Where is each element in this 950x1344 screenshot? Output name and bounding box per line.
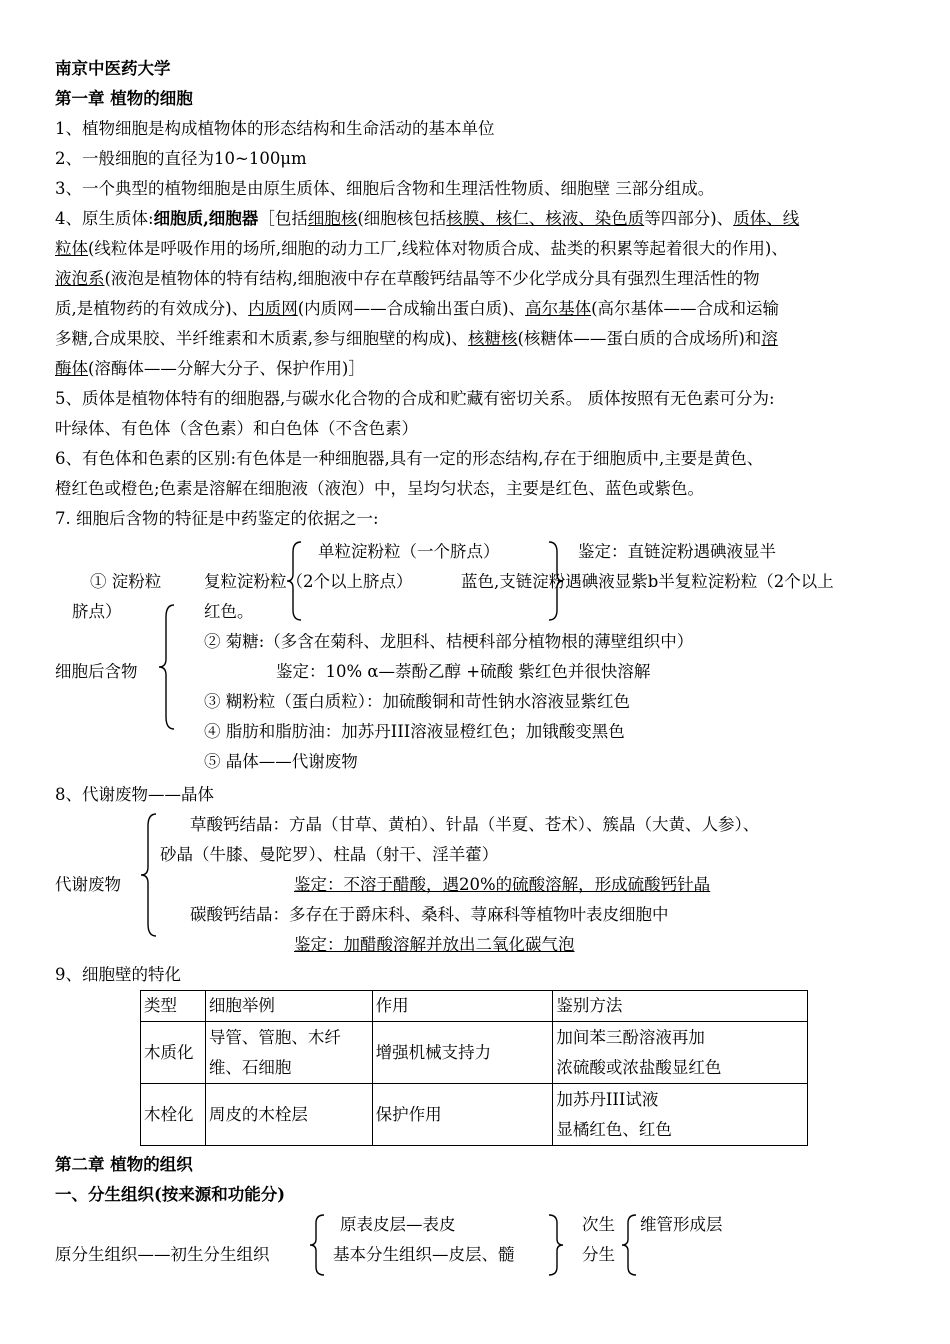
meristem-c: 基本分生组织—皮层、髓 <box>333 1245 515 1264</box>
meristem-f: 维管形成层 <box>640 1215 723 1234</box>
table-header-row <box>141 991 808 1022</box>
meristem-right-brace-icon <box>545 1213 565 1277</box>
starch-test-2: 蓝色,支链淀粉遇碘液显紫b半复粒淀粉粒（2个以上 <box>461 572 834 591</box>
item-4-line-3: 液泡系(液泡是植物体的特有结构,细胞液中存在草酸钙结晶等不少化学成分具有强烈生理活性的物 <box>55 269 760 288</box>
wall-title: 9、细胞壁的特化 <box>55 965 181 984</box>
table-header: 类型 <box>141 991 206 1022</box>
waste-label: 代谢废物 <box>55 875 121 894</box>
item-4-line-1: 4、原生质体:细胞质,细胞器［包括细胞核(细胞核包括核膜、核仁、核液、染色质等四部分)、质体、线 <box>55 209 800 228</box>
waste-brace-icon <box>138 812 160 938</box>
starch-left-brace-icon <box>285 540 305 622</box>
oxalate-test: 鉴定：不溶于醋酸，遇20%的硫酸溶解，形成硫酸钙针晶 <box>294 875 711 894</box>
item-4-line-5: 多糖,合成果胶、半纤维素和木质素,参与细胞壁的构成)、核糖核(核糖体——蛋白质的合成场所)和溶 <box>55 329 778 348</box>
calcium-oxalate: 草酸钙结晶：方晶（甘草、黄柏）、针晶（半夏、苍术）、簇晶（大黄、人参）、 <box>190 815 760 834</box>
table-header: 鉴别方法 <box>553 991 808 1022</box>
table-cell: 周皮的木栓层 <box>205 1084 372 1146</box>
carbonate-test: 鉴定：加醋酸溶解并放出二氧化碳气泡 <box>294 935 575 954</box>
starch-test-1: 鉴定：直链淀粉遇碘液显半 <box>578 542 776 561</box>
table-header: 作用 <box>372 991 553 1022</box>
cell-wall-table <box>140 990 808 1146</box>
chapter-1-title: 第一章 植物的细胞 <box>55 89 193 108</box>
meristem-secondary-brace-icon <box>620 1213 640 1277</box>
inulin: ② 菊糖:（多含在菊科、龙胆科、桔梗科部分植物根的薄壁组织中） <box>204 632 694 651</box>
inulin-test: 鉴定：10% α—萘酚乙醇 +硫酸 紫红色并很快溶解 <box>276 662 651 681</box>
table-cell: 导管、管胞、木纤 维、石细胞 <box>205 1022 372 1084</box>
table-cell: 木质化 <box>141 1022 206 1084</box>
starch-label: ① 淀粉粒 <box>90 572 162 591</box>
meristem-left-brace-icon <box>308 1213 328 1277</box>
table-cell: 保护作用 <box>372 1084 553 1146</box>
item-6-line-1: 6、有色体和色素的区别:有色体是一种细胞器,具有一定的形态结构,存在于细胞质中,主要是黄色、 <box>55 449 764 468</box>
item-3: 3、一个典型的植物细胞是由原生质体、细胞后含物和生理活性物质、细胞壁 三部分组成。 <box>55 179 715 198</box>
table-cell: 加间苯三酚溶液再加 浓硫酸或浓盐酸显红色 <box>553 1022 808 1084</box>
calcium-carbonate: 碳酸钙结晶：多存在于爵床科、桑科、荨麻科等植物叶表皮细胞中 <box>190 905 669 924</box>
item-2: 2、一般细胞的直径为10~100μm <box>55 149 307 168</box>
aleurone: ③ 糊粉粒（蛋白质粒）：加硫酸铜和苛性钠水溶液显紫红色 <box>204 692 630 711</box>
fat: ④ 脂肪和脂肪油：加苏丹III溶液显橙红色；加锇酸变黑色 <box>204 722 625 741</box>
meristem-a: 原表皮层—表皮 <box>340 1215 456 1234</box>
school-name: 南京中医药大学 <box>55 59 171 78</box>
single-starch: 单粒淀粉粒（一个脐点） <box>318 542 500 561</box>
item-4-line-2: 粒体(线粒体是呼吸作用的场所,细胞的动力工厂,线粒体对物质合成、盐类的积累等起着很大的作用)、 <box>55 239 788 258</box>
ergastic-label: 细胞后含物 <box>55 662 138 681</box>
item-7: 7. 细胞后含物的特征是中药鉴定的依据之一: <box>55 509 379 528</box>
crystal: ⑤ 晶体——代谢废物 <box>204 752 358 771</box>
meristem-b: 原分生组织——初生分生组织 <box>55 1245 270 1264</box>
table-cell: 加苏丹III试液 显橘红色、红色 <box>553 1084 808 1146</box>
table-header: 细胞举例 <box>205 991 372 1022</box>
section-1-title: 一、分生组织(按来源和功能分) <box>55 1185 286 1204</box>
item-5-line-1: 5、质体是植物体特有的细胞器,与碳水化合物的合成和贮藏有密切关系。 质体按照有无色素可分为: <box>55 389 775 408</box>
table-cell: 木栓化 <box>141 1084 206 1146</box>
table-row <box>141 1022 808 1084</box>
meristem-d: 次生 <box>582 1215 615 1234</box>
item-6-line-2: 橙红色或橙色;色素是溶解在细胞液（液泡）中，呈均匀状态，主要是红色、蓝色或紫色。 <box>55 479 705 498</box>
sand-crystal: 砂晶（牛膝、曼陀罗）、柱晶（射干、淫羊藿） <box>160 845 499 864</box>
starch-right-brace-icon <box>545 540 565 622</box>
table-cell: 增强机械支持力 <box>372 1022 553 1084</box>
item-4-line-6: 酶体(溶酶体——分解大分子、保护作用)］ <box>55 359 365 378</box>
starch-navel: 脐点） <box>72 602 122 621</box>
chapter-2-title: 第二章 植物的组织 <box>55 1155 193 1174</box>
ergastic-brace-icon <box>156 603 178 731</box>
waste-title: 8、代谢废物——晶体 <box>55 785 214 804</box>
starch-red: 红色。 <box>204 602 254 621</box>
table-row <box>141 1084 808 1146</box>
compound-starch: 复粒淀粉粒（2个以上脐点） <box>204 572 413 591</box>
meristem-e: 分生 <box>582 1245 615 1264</box>
item-5-line-2: 叶绿体、有色体（含色素）和白色体（不含色素） <box>55 419 418 438</box>
item-1: 1、植物细胞是构成植物体的形态结构和生命活动的基本单位 <box>55 119 495 138</box>
item-4-line-4: 质,是植物药的有效成分)、内质网(内质网——合成输出蛋白质)、高尔基体(高尔基体——合成和运输 <box>55 299 779 318</box>
